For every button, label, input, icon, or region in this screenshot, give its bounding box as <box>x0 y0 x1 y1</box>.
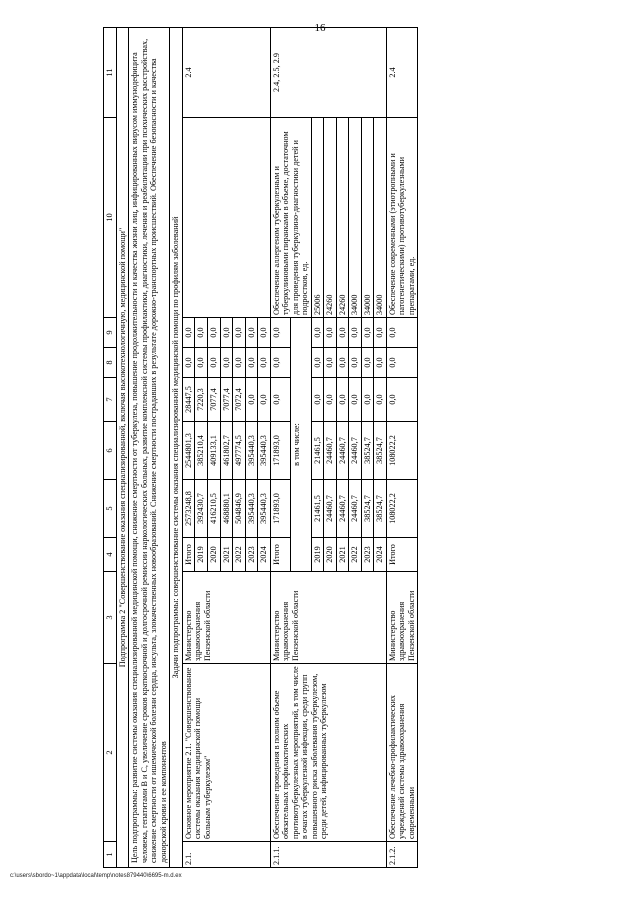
table-cell: 409133,1 <box>207 422 220 480</box>
value-cell: 0,0 <box>386 348 418 378</box>
table-cell: 38524,7 <box>361 480 374 538</box>
header-cell: 3 <box>104 572 117 664</box>
table-cell: 0,0 <box>349 378 362 422</box>
table-cell: 24460,7 <box>324 422 337 480</box>
indicator-cell: 2.4 <box>386 28 418 118</box>
value-cell: 0,0 <box>386 378 418 422</box>
table-cell: 0,0 <box>324 318 337 348</box>
table-cell: 0,0 <box>374 318 387 348</box>
table-row <box>270 28 291 868</box>
table-cell: 385210,4 <box>195 422 208 480</box>
table-cell: 34000 <box>361 118 374 318</box>
year-cell: Итого <box>270 538 291 572</box>
row-number: 2.1. <box>182 842 270 868</box>
table-cell: 0,0 <box>361 348 374 378</box>
table-cell: 2024 <box>374 538 387 572</box>
table-cell: 395440,3 <box>245 422 258 480</box>
table-cell: 0,0 <box>336 318 349 348</box>
table-cell: 0,0 <box>258 318 271 348</box>
table-cell: 395440,3 <box>258 422 271 480</box>
table-cell: 0,0 <box>311 348 324 378</box>
table-cell: 25006 <box>311 118 324 318</box>
table-cell: 0,0 <box>220 318 233 348</box>
table-cell: 0,0 <box>207 348 220 378</box>
value-cell: 0,0 <box>182 348 195 378</box>
table-cell: 7220,3 <box>195 378 208 422</box>
table-cell: 24260 <box>336 118 349 318</box>
header-cell: 9 <box>104 318 117 348</box>
table-cell: 2021 <box>220 538 233 572</box>
table-cell: 395440,3 <box>245 480 258 538</box>
table-cell: 0,0 <box>349 318 362 348</box>
value-cell: 0,0 <box>270 378 291 422</box>
subprogram-title: Подпрограмма 2 "Совершенствование оказания специализированной, включая высокотехнологичную, медицинской помощи" <box>116 28 129 868</box>
result-cell: Обеспечение аллергеном туберкулезным и туберкулиновыми пиранками в объеме, достаточном для проведения туберкулино-диагностики детей и подростков, ед. <box>270 118 311 318</box>
value-cell: 0,0 <box>386 318 418 348</box>
value-cell: 108022,2 <box>386 422 418 480</box>
value-cell: 2573248,8 <box>182 480 195 538</box>
activity-name: Обеспечение лечебно-профилактических учреждений системы здравоохранения современными <box>386 664 418 842</box>
header-cell: 5 <box>104 480 117 538</box>
table-cell: 497774,5 <box>233 422 246 480</box>
in-that-number-label: в том числе: <box>291 318 312 572</box>
year-cell: Итого <box>386 538 418 572</box>
table-cell: 0,0 <box>361 318 374 348</box>
header-cell: 10 <box>104 118 117 318</box>
table-cell: 395440,3 <box>258 480 271 538</box>
table-cell: 0,0 <box>258 348 271 378</box>
header-cell: 8 <box>104 348 117 378</box>
table-cell: 7072,4 <box>233 378 246 422</box>
table-cell: 2023 <box>361 538 374 572</box>
table-cell: 2023 <box>245 538 258 572</box>
year-cell: Итого <box>182 538 195 572</box>
table-cell: 24460,7 <box>324 480 337 538</box>
value-cell: 171893,0 <box>270 422 291 480</box>
table-cell: 0,0 <box>245 378 258 422</box>
value-cell: 0,0 <box>270 348 291 378</box>
table-cell: 24460,7 <box>336 422 349 480</box>
table-cell: 504846,9 <box>233 480 246 538</box>
table-cell: 38524,7 <box>374 480 387 538</box>
table-cell: 0,0 <box>245 348 258 378</box>
table-cell: 0,0 <box>311 318 324 348</box>
page-number: 16 <box>314 22 326 34</box>
table-cell: 0,0 <box>258 378 271 422</box>
table-cell: 0,0 <box>207 318 220 348</box>
table-cell: 21461,5 <box>311 480 324 538</box>
table-cell: 24260 <box>324 118 337 318</box>
table-cell: 2019 <box>195 538 208 572</box>
executor: Министерство здравоохранения Пензенской области <box>270 572 386 664</box>
row-number: 2.1.2. <box>386 842 418 868</box>
activity-name: Основное мероприятие 2.1. "Совершенствование системы оказания медицинской помощи больным туберкулезом" <box>182 664 270 842</box>
table-cell: 2019 <box>311 538 324 572</box>
table-cell: 0,0 <box>336 348 349 378</box>
table-cell: 34000 <box>349 118 362 318</box>
header-cell: 6 <box>104 422 117 480</box>
table-cell: 468880,1 <box>220 480 233 538</box>
table-cell: 2022 <box>233 538 246 572</box>
subprogram-task: Задачи подпрограммы: совершенствование системы оказания специализированной медицинской помощи по профилям заболеваний <box>170 28 183 868</box>
rotated-table-wrapper <box>103 28 613 868</box>
value-cell: 171893,0 <box>270 480 291 538</box>
table-cell: 0,0 <box>349 348 362 378</box>
table-cell: 0,0 <box>324 378 337 422</box>
indicator-cell: 2.4, 2.5, 2.9 <box>270 28 386 118</box>
header-cell: 11 <box>104 28 117 118</box>
table-cell: 24460,7 <box>349 480 362 538</box>
table-cell: 7077,4 <box>207 378 220 422</box>
table-cell: 0,0 <box>336 378 349 422</box>
table-cell: 2020 <box>207 538 220 572</box>
value-cell: 0,0 <box>182 318 195 348</box>
table-cell: 0,0 <box>311 378 324 422</box>
subprogram-goal: Цель подпрограммы: развитие системы оказания специализированной медицинской помощи, снижение смертности от туберкулеза, повышение продолжительности и качества жизни лиц, инфицированных вирусом иммунодефицита человека, гепатитами B и C, увеличение сроков краткосрочной и долгосрочной ремиссии наркологических больных, развитие комплексной системы профилактики, диагностики, лечения и реабилитации при психических расстройствах, снижение смертности от ишемической болезни сердца, инсульта, злокачественных новообразований. Снижение смертности пострадавших в результате дорожно-транспортных происшествий. Обеспечение безопасности и качества донорской крови и ее компонентов <box>129 28 170 868</box>
table-cell: 38524,7 <box>361 422 374 480</box>
table-cell: 2024 <box>258 538 271 572</box>
table-cell: 0,0 <box>361 378 374 422</box>
table-cell: 0,0 <box>374 348 387 378</box>
header-cell: 1 <box>104 842 117 868</box>
table-cell: 2022 <box>349 538 362 572</box>
table-cell: 0,0 <box>245 318 258 348</box>
row-number: 2.1.1. <box>270 842 386 868</box>
table-row <box>182 28 195 868</box>
table-cell: 7077,4 <box>220 378 233 422</box>
table-cell: 2020 <box>324 538 337 572</box>
value-cell: 2544801,3 <box>182 422 195 480</box>
result-cell: Обеспечение современными (этиотропными и патогенетическими) противотуберкулезными препаратами, ед. <box>386 118 418 318</box>
activity-name: Обеспечение проведения в полном объеме обязательных профилактических противотуберкулезных мероприятий, в том числе в очагах туберкулезной инфекции, среди групп повышенного риска заболевания туберкулезом, среди детей, инфицированных туберкулезом <box>270 664 386 842</box>
table-cell: 0,0 <box>195 318 208 348</box>
value-cell: 28447,5 <box>182 378 195 422</box>
table-cell: 0,0 <box>233 318 246 348</box>
header-cell: 4 <box>104 538 117 572</box>
table-cell: 34000 <box>374 118 387 318</box>
header-row <box>104 28 117 868</box>
table-cell: 21461,5 <box>311 422 324 480</box>
value-cell: 0,0 <box>270 318 291 348</box>
table-cell: 2021 <box>336 538 349 572</box>
table-cell: 0,0 <box>220 348 233 378</box>
header-cell: 7 <box>104 378 117 422</box>
table-cell: 24460,7 <box>349 422 362 480</box>
file-path-footer: c:\users\sbordo~1\appdata\local\temp\notes879440\6695-m.d.ex <box>10 873 182 879</box>
table-cell: 38524,7 <box>374 422 387 480</box>
table-cell: 24460,7 <box>336 480 349 538</box>
program-table <box>103 27 418 868</box>
indicator-cell: 2.4 <box>182 28 270 118</box>
result-cell <box>182 118 270 318</box>
table-cell: 0,0 <box>324 348 337 378</box>
value-cell: 108022,2 <box>386 480 418 538</box>
table-cell: 461802,7 <box>220 422 233 480</box>
executor: Министерство здравоохранения Пензенской области <box>386 572 418 664</box>
table-cell: 392430,7 <box>195 480 208 538</box>
table-cell: 0,0 <box>233 348 246 378</box>
header-cell: 2 <box>104 664 117 842</box>
executor: Министерство здравоохранения Пензенской области <box>182 572 270 664</box>
table-cell: 416210,5 <box>207 480 220 538</box>
table-cell: 0,0 <box>374 378 387 422</box>
table-cell: 0,0 <box>195 348 208 378</box>
table-row <box>386 28 418 868</box>
